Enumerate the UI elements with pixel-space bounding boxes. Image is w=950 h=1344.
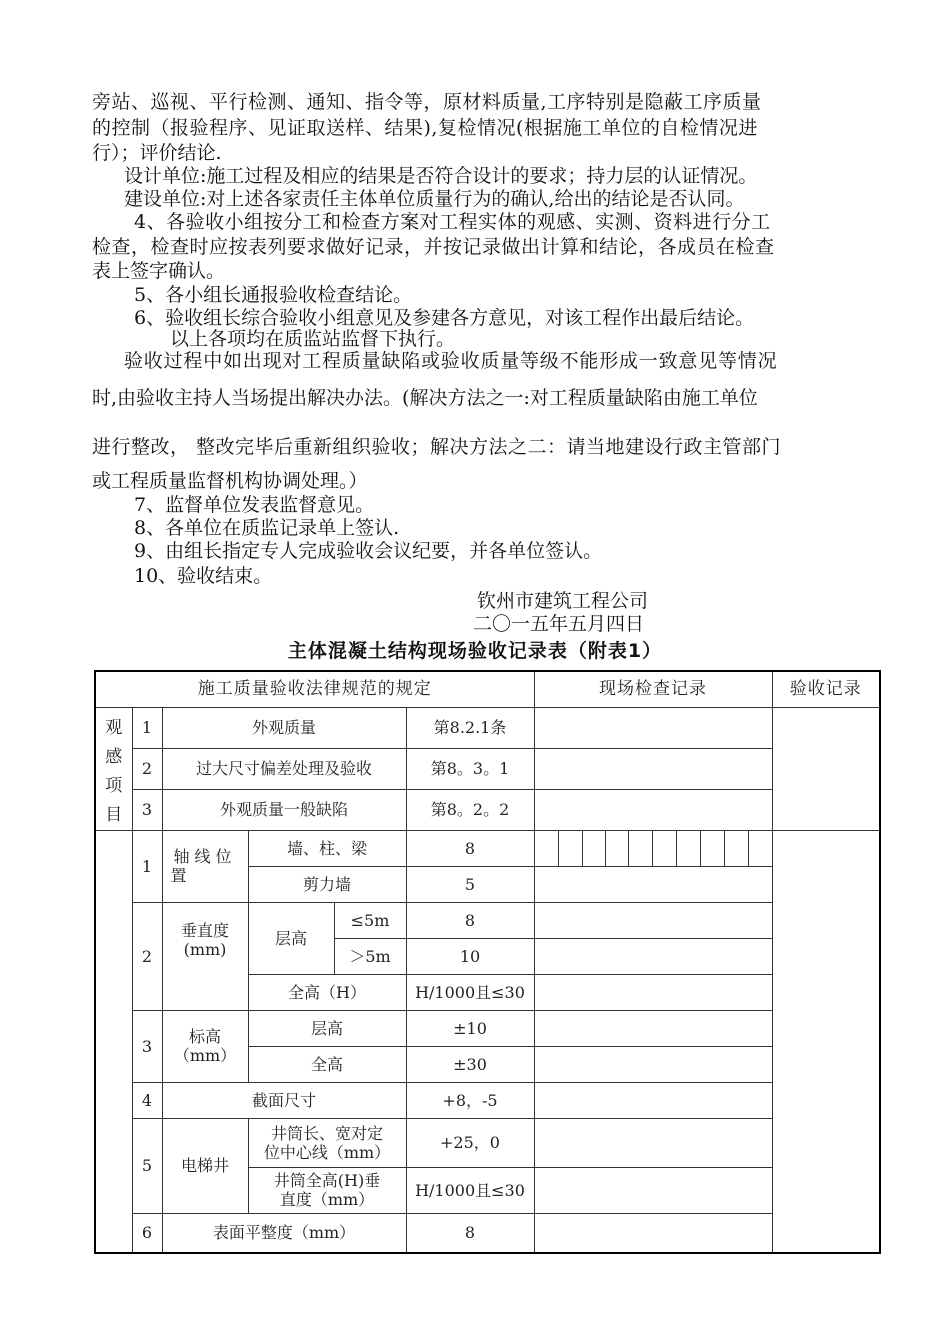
item-no: 4 bbox=[132, 1082, 162, 1118]
allowed-value: ±10 bbox=[406, 1010, 534, 1046]
onsite-cell bbox=[534, 789, 772, 830]
onsite-cell bbox=[534, 1010, 772, 1046]
item-clause: 第8。3。1 bbox=[406, 748, 534, 789]
item-no: 2 bbox=[132, 902, 162, 1010]
measured-group-cell bbox=[95, 830, 132, 1253]
sub-item: ≤5m bbox=[334, 902, 406, 938]
sub-item: 剪力墙 bbox=[248, 866, 406, 902]
acceptance-cell bbox=[772, 707, 880, 830]
sub-item: 墙、柱、梁 bbox=[248, 830, 406, 866]
paragraph-line: 表上签字确认。 bbox=[92, 260, 226, 282]
signature-company: 钦州市建筑工程公司 bbox=[477, 590, 649, 612]
table-row bbox=[95, 1082, 880, 1118]
allowed-value: 8 bbox=[406, 1213, 534, 1253]
check-cell[interactable] bbox=[582, 830, 605, 866]
onsite-cell bbox=[534, 748, 772, 789]
item-no: 3 bbox=[132, 1010, 162, 1082]
paragraph-line: 进行整改， 整改完毕后重新组织验收；解决方法之二：请当地建设行政主管部门 bbox=[92, 436, 782, 458]
visual-group-label: 观 感 项 目 bbox=[95, 707, 132, 830]
item-name: 标高 （mm） bbox=[162, 1010, 248, 1082]
table-row bbox=[95, 707, 880, 748]
signature-date: 二〇一五年五月四日 bbox=[473, 613, 645, 635]
item-name: 垂直度 (mm) bbox=[162, 902, 248, 1010]
check-cell[interactable] bbox=[605, 830, 628, 866]
check-cell[interactable] bbox=[652, 830, 676, 866]
paragraph-line: 验收过程中如出现对工程质量缺陷或验收质量等级不能形成一致意见等情况 bbox=[124, 350, 778, 372]
allowed-value: ±30 bbox=[406, 1046, 534, 1082]
table-row bbox=[95, 1213, 880, 1253]
paragraph-line: 7、监督单位发表监督意见。 bbox=[134, 494, 375, 516]
paragraph-line: 行）；评价结论. bbox=[92, 142, 222, 164]
sub-item: 井筒长、宽对定 位中心线（mm） bbox=[248, 1118, 406, 1167]
table-row bbox=[95, 1010, 880, 1046]
item-name: 轴线位 置 bbox=[162, 830, 248, 902]
paragraph-line: 9、由组长指定专人完成验收会议纪要，并各单位签认。 bbox=[134, 540, 603, 562]
sub-item: 层高 bbox=[248, 902, 334, 974]
allowed-value: +8，-5 bbox=[406, 1082, 534, 1118]
table-row bbox=[95, 748, 880, 789]
table-header-row bbox=[95, 671, 880, 707]
onsite-cell bbox=[534, 938, 772, 974]
item-name: 外观质量一般缺陷 bbox=[162, 789, 406, 830]
paragraph-line: 6、验收组长综合验收小组意见及参建各方意见，对该工程作出最后结论。 bbox=[134, 307, 755, 329]
paragraph-line: 4、各验收小组按分工和检查方案对工程实体的观感、实测、资料进行分工 bbox=[134, 211, 771, 233]
onsite-cell bbox=[534, 1167, 772, 1213]
item-no: 1 bbox=[132, 830, 162, 902]
paragraph-line: 时,由验收主持人当场提出解决办法。(解决方法之一:对工程质量缺陷由施工单位 bbox=[92, 387, 758, 409]
paragraph-line: 建设单位:对上述各家责任主体单位质量行为的确认,给出的结论是否认同。 bbox=[124, 188, 745, 210]
onsite-cell bbox=[534, 1046, 772, 1082]
check-cell[interactable] bbox=[558, 830, 582, 866]
sub-item: 全高（H） bbox=[248, 974, 406, 1010]
onsite-cell bbox=[534, 1118, 772, 1167]
paragraph-line: 旁站、巡视、平行检测、通知、指令等，原材料质量,工序特别是隐蔽工序质量 bbox=[92, 91, 762, 113]
paragraph-line: 8、各单位在质监记录单上签认. bbox=[134, 517, 400, 539]
header-acceptance: 验收记录 bbox=[772, 671, 880, 707]
table-title: 主体混凝土结构现场验收记录表（附表1） bbox=[287, 640, 663, 662]
item-no: 3 bbox=[132, 789, 162, 830]
onsite-cell bbox=[534, 974, 772, 1010]
paragraph-line: 或工程质量监督机构协调处理。） bbox=[92, 470, 368, 492]
check-cell[interactable] bbox=[676, 830, 700, 866]
table-row bbox=[95, 1118, 880, 1167]
onsite-cell bbox=[534, 707, 772, 748]
check-cell[interactable] bbox=[534, 830, 558, 866]
onsite-cell bbox=[534, 866, 772, 902]
paragraph-line: 检查，检查时应按表列要求做好记录，并按记录做出计算和结论，各成员在检查 bbox=[92, 236, 775, 258]
sub-item: ＞5m bbox=[334, 938, 406, 974]
acceptance-record-table bbox=[94, 670, 881, 1254]
item-name: 外观质量 bbox=[162, 707, 406, 748]
table-row bbox=[95, 902, 880, 938]
allowed-value: 8 bbox=[406, 902, 534, 938]
sub-item: 井筒全高(H)垂 直度（mm） bbox=[248, 1167, 406, 1213]
item-no: 1 bbox=[132, 707, 162, 748]
onsite-cell bbox=[534, 1213, 772, 1253]
sub-item: 全高 bbox=[248, 1046, 406, 1082]
item-no: 6 bbox=[132, 1213, 162, 1253]
item-name: 表面平整度（mm） bbox=[162, 1213, 406, 1253]
item-name: 截面尺寸 bbox=[162, 1082, 406, 1118]
check-cell[interactable] bbox=[748, 830, 772, 866]
item-name: 过大尺寸偏差处理及验收 bbox=[162, 748, 406, 789]
onsite-cell bbox=[534, 1082, 772, 1118]
onsite-cell bbox=[534, 902, 772, 938]
paragraph-line: 设计单位:施工过程及相应的结果是否符合设计的要求；持力层的认证情况。 bbox=[124, 165, 758, 187]
table-row bbox=[95, 789, 880, 830]
item-clause: 第8.2.1条 bbox=[406, 707, 534, 748]
allowed-value: +25，0 bbox=[406, 1118, 534, 1167]
header-onsite: 现场检查记录 bbox=[534, 671, 772, 707]
paragraph-line: 5、各小组长通报验收检查结论。 bbox=[134, 284, 413, 306]
allowed-value: H/1000且≤30 bbox=[406, 1167, 534, 1213]
check-cell[interactable] bbox=[724, 830, 748, 866]
item-no: 5 bbox=[132, 1118, 162, 1213]
allowed-value: H/1000且≤30 bbox=[406, 974, 534, 1010]
paragraph-line: 以上各项均在质监站监督下执行。 bbox=[170, 328, 456, 350]
item-no: 2 bbox=[132, 748, 162, 789]
check-cell[interactable] bbox=[628, 830, 652, 866]
header-rules: 施工质量验收法律规范的规定 bbox=[95, 671, 534, 707]
sub-item: 层高 bbox=[248, 1010, 406, 1046]
paragraph-line: 的控制（报验程序、见证取送样、结果),复检情况(根据施工单位的自检情况进 bbox=[92, 117, 758, 139]
allowed-value: 10 bbox=[406, 938, 534, 974]
check-cell[interactable] bbox=[700, 830, 724, 866]
item-name: 电梯井 bbox=[162, 1118, 248, 1213]
table-row bbox=[95, 830, 880, 866]
paragraph-line: 10、验收结束。 bbox=[134, 565, 273, 587]
item-clause: 第8。2。2 bbox=[406, 789, 534, 830]
allowed-value: 8 bbox=[406, 830, 534, 866]
allowed-value: 5 bbox=[406, 866, 534, 902]
acceptance-cell bbox=[772, 830, 880, 1253]
